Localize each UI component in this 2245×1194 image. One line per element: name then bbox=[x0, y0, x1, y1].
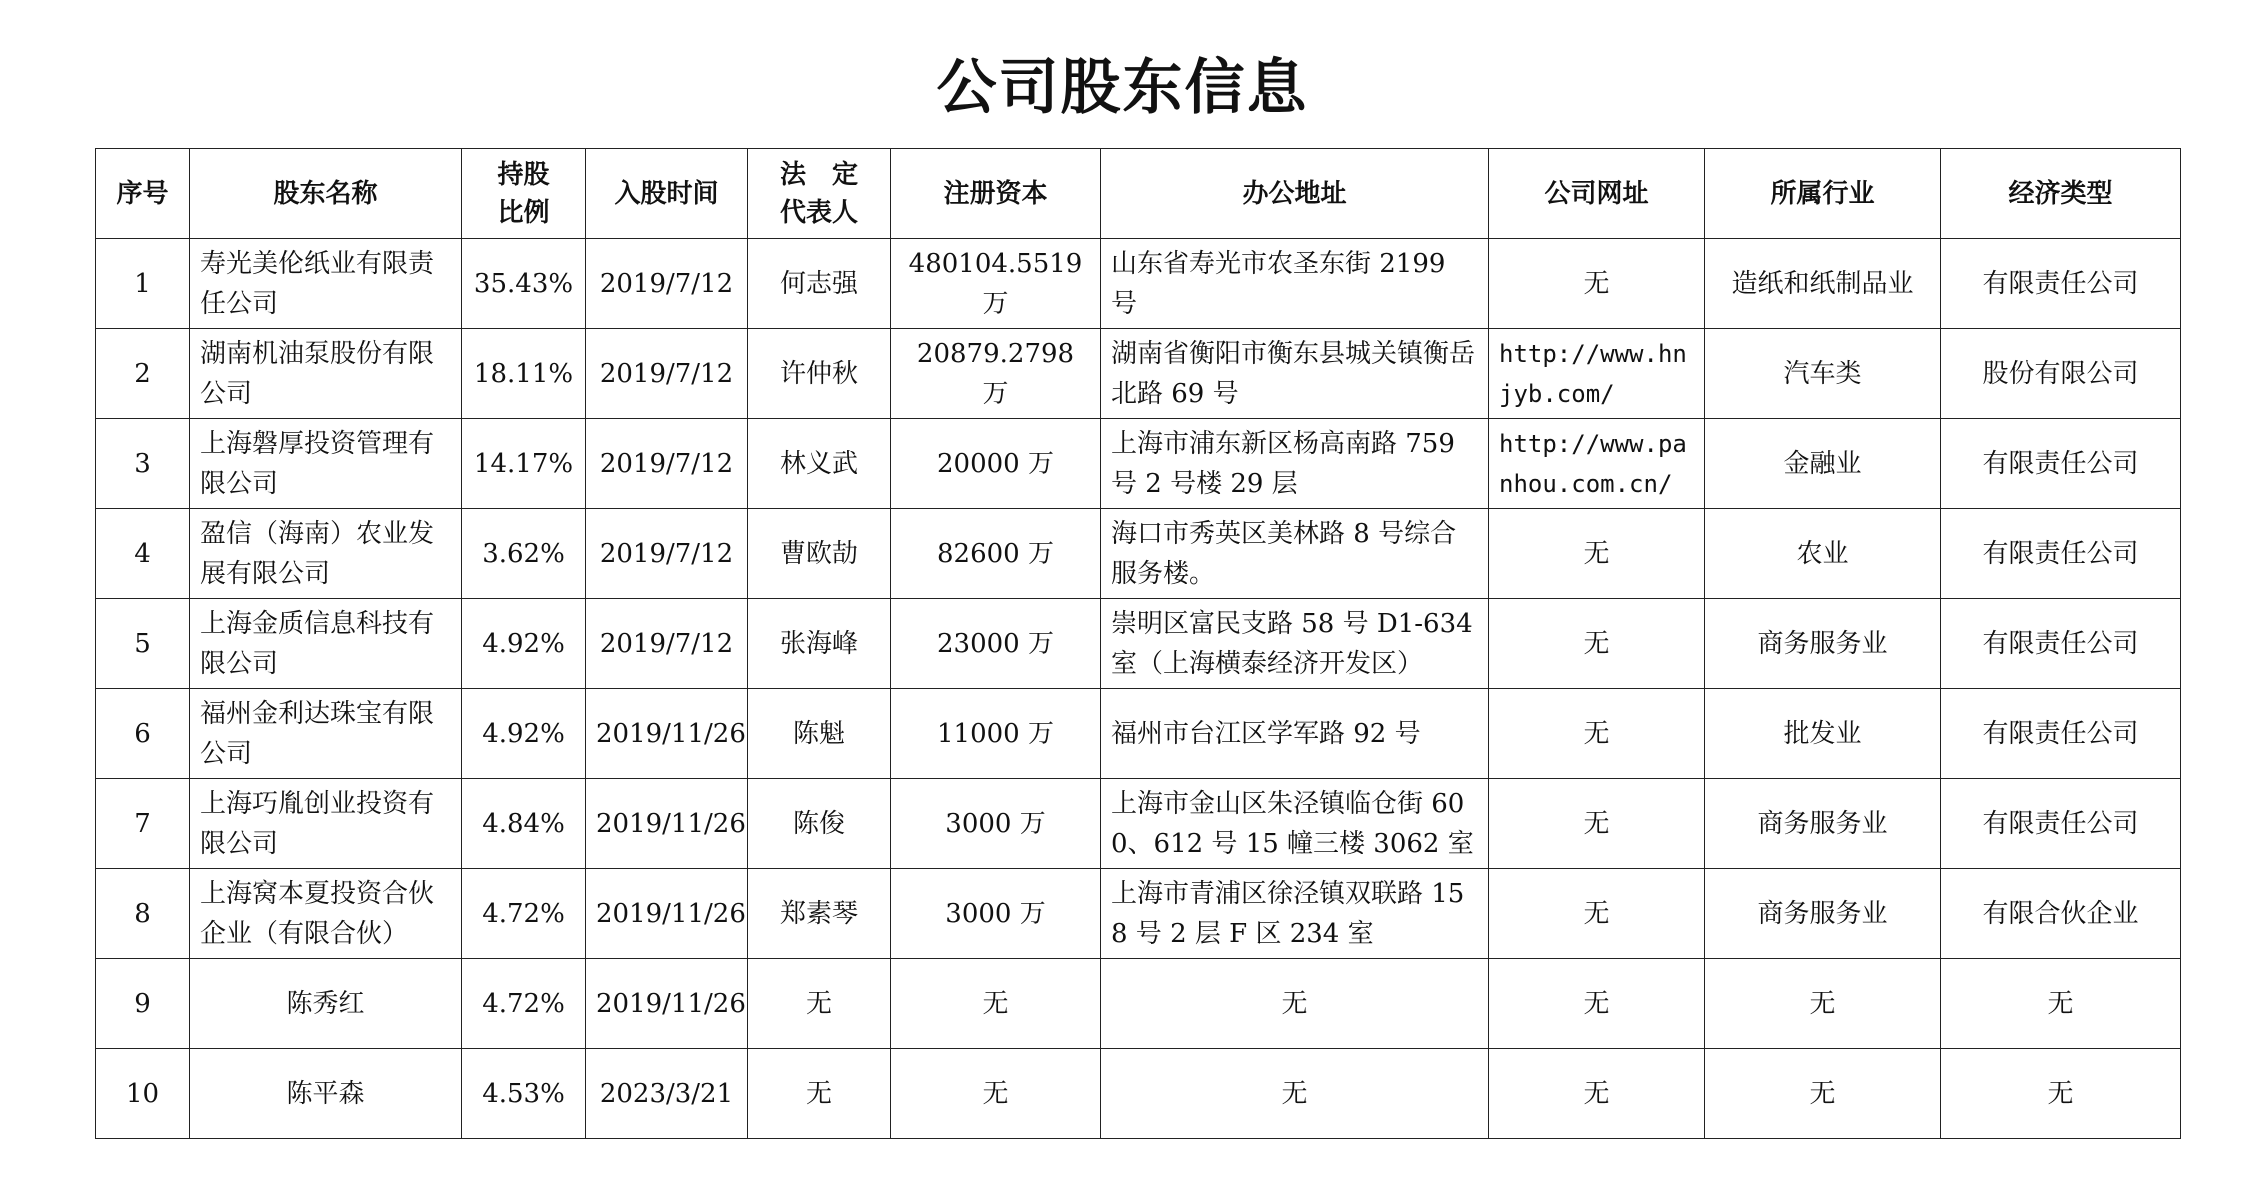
table-row bbox=[96, 239, 2181, 329]
cell-industry: 商务服务业 bbox=[1705, 869, 1941, 959]
cell-rep: 无 bbox=[748, 1049, 891, 1139]
cell-website: 无 bbox=[1489, 599, 1705, 689]
cell-ratio: 4.72% bbox=[462, 959, 586, 1049]
cell-seq: 9 bbox=[96, 959, 190, 1049]
cell-capital: 3000 万 bbox=[891, 869, 1101, 959]
cell-address: 无 bbox=[1101, 959, 1489, 1049]
header-address: 办公地址 bbox=[1101, 149, 1489, 239]
header-rep-line1: 法 定 bbox=[779, 159, 858, 190]
cell-seq: 2 bbox=[96, 329, 190, 419]
table-row bbox=[96, 509, 2181, 599]
cell-seq: 8 bbox=[96, 869, 190, 959]
cell-name: 上海磐厚投资管理有限公司 bbox=[190, 419, 462, 509]
cell-rep: 郑素琴 bbox=[748, 869, 891, 959]
header-ratio-line1: 持股 bbox=[497, 159, 550, 190]
cell-address: 崇明区富民支路 58 号 D1-634 室（上海横泰经济开发区） bbox=[1101, 599, 1489, 689]
cell-ratio: 35.43% bbox=[462, 239, 586, 329]
cell-type: 有限合伙企业 bbox=[1941, 869, 2181, 959]
cell-capital: 480104.5519 万 bbox=[891, 239, 1101, 329]
cell-name: 上海金质信息科技有限公司 bbox=[190, 599, 462, 689]
cell-name: 上海巧胤创业投资有限公司 bbox=[190, 779, 462, 869]
cell-industry: 农业 bbox=[1705, 509, 1941, 599]
cell-website: 无 bbox=[1489, 1049, 1705, 1139]
cell-ratio: 4.72% bbox=[462, 869, 586, 959]
cell-name: 陈平森 bbox=[190, 1049, 462, 1139]
cell-seq: 4 bbox=[96, 509, 190, 599]
cell-ratio: 4.92% bbox=[462, 689, 586, 779]
cell-seq: 3 bbox=[96, 419, 190, 509]
table-row bbox=[96, 599, 2181, 689]
table-header-row bbox=[96, 149, 2181, 239]
cell-type: 有限责任公司 bbox=[1941, 779, 2181, 869]
header-capital: 注册资本 bbox=[891, 149, 1101, 239]
table-row bbox=[96, 419, 2181, 509]
cell-industry: 批发业 bbox=[1705, 689, 1941, 779]
cell-seq: 6 bbox=[96, 689, 190, 779]
cell-type: 有限责任公司 bbox=[1941, 689, 2181, 779]
cell-name: 寿光美伦纸业有限责任公司 bbox=[190, 239, 462, 329]
cell-type: 无 bbox=[1941, 959, 2181, 1049]
cell-address: 上海市金山区朱泾镇临仓街 600、612 号 15 幢三楼 3062 室 bbox=[1101, 779, 1489, 869]
cell-address: 海口市秀英区美林路 8 号综合服务楼。 bbox=[1101, 509, 1489, 599]
header-rep bbox=[748, 149, 891, 239]
cell-rep: 张海峰 bbox=[748, 599, 891, 689]
cell-date: 2019/11/26 bbox=[586, 959, 748, 1049]
cell-type: 有限责任公司 bbox=[1941, 419, 2181, 509]
cell-type: 有限责任公司 bbox=[1941, 239, 2181, 329]
cell-date: 2019/7/12 bbox=[586, 329, 748, 419]
cell-capital: 23000 万 bbox=[891, 599, 1101, 689]
cell-rep: 无 bbox=[748, 959, 891, 1049]
cell-rep: 曹欧劼 bbox=[748, 509, 891, 599]
cell-type: 股份有限公司 bbox=[1941, 329, 2181, 419]
cell-industry: 造纸和纸制品业 bbox=[1705, 239, 1941, 329]
header-ratio-line2: 比例 bbox=[497, 197, 550, 228]
cell-seq: 10 bbox=[96, 1049, 190, 1139]
cell-industry: 商务服务业 bbox=[1705, 599, 1941, 689]
cell-website: 无 bbox=[1489, 239, 1705, 329]
cell-name: 盈信（海南）农业发展有限公司 bbox=[190, 509, 462, 599]
cell-address: 福州市台江区学军路 92 号 bbox=[1101, 689, 1489, 779]
header-ratio bbox=[462, 149, 586, 239]
cell-date: 2023/3/21 bbox=[586, 1049, 748, 1139]
cell-rep: 何志强 bbox=[748, 239, 891, 329]
cell-ratio: 14.17% bbox=[462, 419, 586, 509]
cell-website[interactable]: http://www.panhou.com.cn/ bbox=[1489, 419, 1705, 509]
cell-address: 湖南省衡阳市衡东县城关镇衡岳北路 69 号 bbox=[1101, 329, 1489, 419]
table-row bbox=[96, 329, 2181, 419]
cell-industry: 汽车类 bbox=[1705, 329, 1941, 419]
cell-ratio: 4.92% bbox=[462, 599, 586, 689]
header-rep-line2: 代表人 bbox=[779, 197, 858, 228]
table-row bbox=[96, 959, 2181, 1049]
cell-capital: 20000 万 bbox=[891, 419, 1101, 509]
cell-capital: 无 bbox=[891, 959, 1101, 1049]
cell-capital: 无 bbox=[891, 1049, 1101, 1139]
cell-website[interactable]: http://www.hnjyb.com/ bbox=[1489, 329, 1705, 419]
cell-industry: 金融业 bbox=[1705, 419, 1941, 509]
header-seq: 序号 bbox=[96, 149, 190, 239]
cell-seq: 1 bbox=[96, 239, 190, 329]
cell-date: 2019/7/12 bbox=[586, 509, 748, 599]
cell-ratio: 18.11% bbox=[462, 329, 586, 419]
cell-ratio: 4.84% bbox=[462, 779, 586, 869]
cell-website: 无 bbox=[1489, 779, 1705, 869]
cell-seq: 7 bbox=[96, 779, 190, 869]
header-name: 股东名称 bbox=[190, 149, 462, 239]
cell-address: 上海市浦东新区杨高南路 759 号 2 号楼 29 层 bbox=[1101, 419, 1489, 509]
cell-website: 无 bbox=[1489, 869, 1705, 959]
cell-rep: 陈俊 bbox=[748, 779, 891, 869]
cell-address: 上海市青浦区徐泾镇双联路 158 号 2 层 F 区 234 室 bbox=[1101, 869, 1489, 959]
cell-date: 2019/7/12 bbox=[586, 419, 748, 509]
cell-type: 有限责任公司 bbox=[1941, 599, 2181, 689]
header-website: 公司网址 bbox=[1489, 149, 1705, 239]
cell-capital: 11000 万 bbox=[891, 689, 1101, 779]
page-title: 公司股东信息 bbox=[936, 53, 1309, 123]
table-row bbox=[96, 1049, 2181, 1139]
header-industry: 所属行业 bbox=[1705, 149, 1941, 239]
cell-date: 2019/11/26 bbox=[586, 869, 748, 959]
cell-rep: 陈魁 bbox=[748, 689, 891, 779]
cell-date: 2019/7/12 bbox=[586, 239, 748, 329]
header-type: 经济类型 bbox=[1941, 149, 2181, 239]
cell-rep: 林义武 bbox=[748, 419, 891, 509]
cell-industry: 无 bbox=[1705, 959, 1941, 1049]
cell-website: 无 bbox=[1489, 509, 1705, 599]
cell-date: 2019/11/26 bbox=[586, 689, 748, 779]
table-row bbox=[96, 689, 2181, 779]
cell-industry: 无 bbox=[1705, 1049, 1941, 1139]
cell-type: 无 bbox=[1941, 1049, 2181, 1139]
cell-ratio: 4.53% bbox=[462, 1049, 586, 1139]
cell-capital: 3000 万 bbox=[891, 779, 1101, 869]
table-row bbox=[96, 779, 2181, 869]
shareholder-table bbox=[95, 148, 2181, 1139]
cell-industry: 商务服务业 bbox=[1705, 779, 1941, 869]
cell-name: 上海窝本夏投资合伙企业（有限合伙） bbox=[190, 869, 462, 959]
cell-type: 有限责任公司 bbox=[1941, 509, 2181, 599]
cell-name: 陈秀红 bbox=[190, 959, 462, 1049]
cell-address: 山东省寿光市农圣东街 2199 号 bbox=[1101, 239, 1489, 329]
cell-address: 无 bbox=[1101, 1049, 1489, 1139]
cell-capital: 82600 万 bbox=[891, 509, 1101, 599]
cell-website: 无 bbox=[1489, 959, 1705, 1049]
cell-ratio: 3.62% bbox=[462, 509, 586, 599]
cell-name: 湖南机油泵股份有限公司 bbox=[190, 329, 462, 419]
table-row bbox=[96, 869, 2181, 959]
cell-seq: 5 bbox=[96, 599, 190, 689]
cell-website: 无 bbox=[1489, 689, 1705, 779]
header-date: 入股时间 bbox=[586, 149, 748, 239]
cell-date: 2019/11/26 bbox=[586, 779, 748, 869]
cell-capital: 20879.2798 万 bbox=[891, 329, 1101, 419]
cell-name: 福州金利达珠宝有限公司 bbox=[190, 689, 462, 779]
cell-date: 2019/7/12 bbox=[586, 599, 748, 689]
cell-rep: 许仲秋 bbox=[748, 329, 891, 419]
